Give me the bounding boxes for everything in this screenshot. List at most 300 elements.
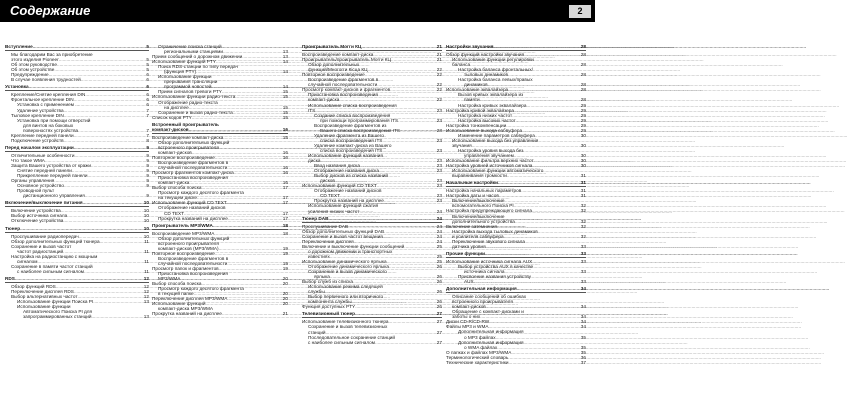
dot-leader — [532, 259, 580, 264]
dot-leader — [227, 200, 282, 205]
toc-entry-continuation: встроенного проигрывателя — [158, 144, 219, 150]
entry-title: звучания — [452, 142, 472, 148]
entry-title: функций/Многогги Кiсца КЦ — [308, 67, 368, 73]
entry-title: Просмотр компакт-дисков и фрагментов — [302, 87, 391, 93]
entry-title: Настройка выхода тыловых динамиков — [452, 228, 538, 234]
page-number: 23 — [436, 178, 442, 184]
entry-title: дополнительного устройства — [452, 218, 515, 224]
entry-title: Прием сообщений о дорожном движении — [152, 54, 243, 60]
entry-title: Воспроизведение фрагментов в — [158, 160, 229, 166]
dot-leader — [63, 218, 142, 223]
toc-section-heading — [152, 223, 288, 230]
entry-title: Настройка предупреждающего сигнала — [446, 208, 532, 214]
entry-title: Переключение дисплея RDS — [11, 289, 74, 295]
dot-leader — [375, 340, 436, 345]
entry-title: о дорожном движении и транспортных — [308, 248, 393, 254]
entry-title: Отличительные особенности — [11, 152, 75, 158]
entry-title: Настройка баланса левых/правых — [458, 77, 533, 83]
dot-leader — [485, 251, 580, 256]
entry-title: с наиболее сильным сигналом — [308, 339, 376, 345]
entry-title: Использование списка воспроизведения — [308, 102, 397, 108]
page-number: 24 — [436, 238, 442, 244]
toc-section-heading — [5, 84, 149, 91]
toc-entry — [152, 311, 288, 316]
entry-title: Функция доступных PTY — [302, 304, 356, 310]
section-title: Дополнительная информация — [446, 286, 517, 292]
entry-title: Выбор способа поиска — [152, 185, 202, 191]
entry-title: Включение затемнения — [446, 223, 498, 229]
page-number: 29 — [580, 127, 586, 133]
page-number: 34 — [580, 319, 586, 325]
entry-title: Удаление устройства — [17, 107, 64, 113]
page-number: 12 — [143, 275, 149, 281]
page-number: 9 — [146, 183, 149, 189]
entry-title: в текущей папке — [158, 291, 194, 297]
page-number: 11 — [144, 248, 149, 254]
page-number: 28 — [580, 72, 586, 78]
dot-leader — [83, 200, 143, 205]
dot-leader — [329, 216, 436, 221]
entry-title: Что такое WMA — [11, 157, 45, 163]
page-number: 13 — [282, 49, 288, 55]
page-number: 16 — [282, 170, 288, 176]
page-number: 32 — [580, 233, 586, 239]
toc-entry-continuation — [302, 340, 442, 345]
entry-title: Настройка даты и часов — [446, 193, 499, 199]
page-number: 16 — [282, 165, 288, 171]
entry-title: запрограммированных станций — [23, 314, 92, 320]
section-title: Прочие функции — [446, 250, 485, 256]
page-number: 22 — [436, 72, 442, 78]
entry-title: Использование выхода без управления — [452, 137, 539, 143]
page-number: 28 — [580, 52, 586, 58]
entry-title: Просмотр каждого десятого фрагмента — [158, 286, 244, 292]
header-bar — [0, 0, 595, 22]
page-number: 34 — [580, 304, 586, 310]
entry-title: усиления низких частот — [308, 208, 360, 214]
page-number: 21 — [436, 44, 442, 49]
page-number: 34 — [580, 324, 586, 330]
toc-entry — [302, 304, 442, 309]
dot-leader — [532, 208, 580, 213]
page-number: 7 — [146, 112, 149, 118]
entry-title: Настройка баланса фронтальных/ — [458, 67, 533, 73]
entry-title: Обзор дополнительных функций — [158, 235, 230, 241]
dot-leader — [20, 226, 143, 231]
entry-title: Защита Вашего устройства от кражи — [11, 162, 91, 168]
dot-leader — [355, 304, 436, 309]
page-number: 12 — [143, 283, 149, 289]
entry-title: Использование эквалайзера — [446, 87, 509, 93]
page-number: 25 — [436, 253, 442, 259]
entry-title: Выбор первичного или вторичного — [308, 294, 384, 300]
page-number: 23 — [436, 127, 442, 133]
entry-title: Использование функции Поиска PI — [17, 299, 94, 305]
section-title: Встроенный проигрыватель — [152, 121, 219, 127]
page-number: 20 — [282, 281, 288, 287]
page-number: 9 — [146, 168, 149, 174]
dot-leader — [535, 133, 580, 138]
toc-section-heading — [446, 180, 586, 187]
section-title: Телевизионный тюнер — [302, 311, 356, 317]
page-number: 23 — [436, 193, 442, 199]
entry-title: дистанционного управления — [23, 193, 85, 199]
entry-title: Мы благодарим Вас за приобретение — [11, 52, 93, 58]
page-number: 24 — [436, 228, 442, 234]
entry-title: Терминологический словарь — [446, 354, 509, 360]
entry-title: Выбор служб из списка — [302, 279, 354, 285]
entry-title: Настройка на радиостанцию с мощным — [11, 253, 98, 259]
page-number: 34 — [580, 286, 586, 292]
entry-title: Крепление/Снятие крепления DIN — [11, 92, 86, 98]
entry-title: Обзор дополнительных функций — [158, 139, 230, 145]
page-number: 19 — [282, 250, 288, 256]
dot-leader — [219, 266, 282, 271]
page-number: 6 — [146, 77, 149, 83]
page-number: 23 — [436, 168, 442, 174]
entry-title: Поиск RDS-станции по типу передач — [158, 64, 238, 70]
entry-title: компакт-диска — [158, 180, 190, 186]
page-number: 5 — [146, 67, 149, 73]
page-number: 22 — [436, 97, 442, 103]
page-number: 20 — [282, 301, 288, 307]
page-number: 15 — [282, 104, 288, 110]
page-number: 10 — [143, 225, 149, 231]
toc-section-heading — [5, 276, 149, 283]
dot-leader — [498, 180, 580, 185]
page-number: 6 — [146, 102, 149, 108]
entry-title: тыловых динамиков — [464, 72, 509, 78]
entry-title: с наиболее сильным сигналом — [17, 268, 85, 274]
page-number: 23 — [436, 158, 442, 164]
entry-title: частот радиостанций — [17, 248, 64, 254]
dot-leader — [189, 127, 282, 132]
page-number: 6 — [146, 72, 149, 78]
page-number: 27 — [436, 329, 442, 335]
entry-title: Подключение устройств — [11, 137, 64, 143]
toc-entry-continuation — [5, 314, 149, 319]
dot-leader — [486, 244, 580, 249]
entry-title: Использование функции радио-текста — [152, 94, 236, 100]
entry-title: Проигрыватель/проигрыватель Могги КЦ — [302, 57, 391, 63]
entry-title: Использование выхода сабвуфера — [446, 127, 523, 133]
entry-title: о MP3 файлах — [464, 334, 496, 340]
entry-title: о WMA файлах — [464, 344, 498, 350]
page-number: 13 — [282, 54, 288, 60]
dot-leader — [228, 216, 282, 221]
entry-title: Об этом руководстве — [11, 62, 57, 68]
page-number: 20 — [282, 276, 288, 282]
entry-title: заботы о них — [452, 314, 481, 320]
page-number: 15 — [282, 109, 288, 115]
page-number: 25 — [436, 243, 442, 249]
page-number: 6 — [146, 92, 149, 98]
entry-title: Прием сигналов тревоги PTY — [158, 89, 222, 95]
section-title: Перед началом эксплуатации — [5, 144, 74, 150]
dot-leader — [509, 360, 580, 365]
entry-title: Сохранение и вызов телевизионных — [308, 324, 388, 330]
entry-title: дисков — [320, 178, 335, 184]
page-number: 9 — [146, 178, 149, 184]
dot-leader — [92, 314, 143, 319]
page-number: 23 — [436, 163, 442, 169]
page-number: 32 — [580, 218, 586, 224]
page-number: 22 — [436, 87, 442, 93]
toc-column-1 — [5, 44, 149, 319]
entry-title: В случае появления трудностей — [11, 77, 81, 83]
toc-entry-continuation — [446, 244, 586, 249]
page-number: 26 — [436, 274, 442, 280]
page-number: 35 — [580, 349, 586, 355]
page-number: 35 — [580, 334, 586, 340]
entry-title: Настройка высоких частот — [458, 117, 516, 123]
entry-title: памяти — [464, 97, 480, 103]
toc-entry-continuation — [5, 269, 149, 274]
entry-title: Удаление компакт-диска из Вашего — [314, 142, 392, 148]
page-number: 15 — [282, 89, 288, 95]
toc-entry-continuation: для винтов на боковых — [23, 122, 74, 128]
entry-title: Воспроизведение компакт-диска — [302, 52, 374, 58]
page-number: 9 — [146, 193, 149, 199]
page-number: 19 — [282, 245, 288, 251]
entry-title: Использование телевизионного тюнера — [302, 319, 389, 325]
entry-title: Отключение устройства — [11, 218, 64, 224]
page-number: 19 — [282, 260, 288, 266]
page-number: 14 — [282, 69, 288, 75]
entry-title: Прокрутка названий на дисплее — [152, 311, 222, 317]
page-number: 31 — [580, 188, 586, 194]
page-number: 5 — [146, 57, 149, 63]
page-number: 30 — [580, 132, 586, 138]
page-number: 17 — [282, 200, 288, 206]
entry-title: Диски CD-R/CD-RW — [446, 319, 490, 325]
entry-title: Включение устройства — [11, 208, 61, 214]
entry-title: Установка при помощи отверстий — [17, 117, 91, 123]
page-number: 9 — [146, 157, 149, 163]
entry-title: Приостановка воспроизведения — [158, 271, 228, 277]
entry-title: Использование функции — [158, 74, 212, 80]
toc-entry — [446, 360, 586, 365]
dot-leader — [494, 44, 580, 49]
page-number: 19 — [282, 265, 288, 271]
dot-leader — [29, 84, 146, 89]
entry-title: Создание списка воспроизведения — [314, 112, 391, 118]
entry-title: Настройка тонкомпенсации — [446, 122, 507, 128]
dot-leader — [192, 115, 282, 120]
page-number: 26 — [436, 263, 442, 269]
entry-title: компакт-дисков — [452, 304, 486, 310]
page-number: 23 — [436, 183, 442, 189]
toc-section-heading — [152, 127, 288, 134]
entry-title: Выбор дисков из списка названий — [314, 173, 389, 179]
toc-entry — [5, 218, 149, 223]
entry-title: известиях — [308, 253, 330, 259]
dot-leader — [517, 286, 580, 291]
entry-title: на текущем диске — [158, 195, 197, 201]
page-number: 7 — [146, 107, 149, 113]
toc-section-heading — [446, 251, 586, 258]
entry-title: вспомогательного Поиска PI — [452, 203, 514, 209]
page-number: 22 — [436, 67, 442, 73]
entry-title: Технические характеристики — [446, 359, 509, 365]
entry-title: Файлы MP3 и WMA — [446, 324, 489, 330]
page-number: 17 — [282, 210, 288, 216]
entry-title: Переключение дисплея MP3/WMA — [152, 296, 228, 302]
page-number: 34 — [580, 314, 586, 320]
toc-entry-continuation: Автоматического Поиска PI для — [23, 309, 93, 315]
entry-title: Об этом устройстве — [11, 67, 55, 73]
dot-leader — [100, 239, 144, 244]
entry-title: Проводной пульт — [17, 188, 55, 194]
page-number: 22 — [436, 82, 442, 88]
toc-column-4 — [446, 44, 586, 365]
entry-title: компонента службы — [308, 299, 352, 305]
entry-title: компакт-дисков (MP3/WMA) — [158, 245, 219, 251]
entry-title: Воспроизведение фрагментов в — [308, 77, 379, 83]
entry-title: Настройка уровня выхода без — [458, 147, 524, 153]
dot-leader — [64, 183, 145, 188]
page-number: 23 — [436, 198, 442, 204]
entry-title: Использование функции регулировки — [452, 57, 534, 63]
page-number: 24 — [436, 223, 442, 229]
page-number: 11 — [144, 268, 149, 274]
entry-title: MP3/WMA — [158, 276, 181, 282]
page-number: 20 — [282, 291, 288, 297]
dot-leader — [234, 170, 282, 175]
page-number: 10 — [143, 218, 149, 224]
entry-title: выравнивания громкости — [452, 173, 507, 179]
page-title: Содержание — [10, 3, 91, 18]
dot-leader — [359, 209, 435, 214]
entry-title: Крепление передней панели — [11, 132, 74, 138]
dot-leader — [361, 44, 435, 49]
entry-title: региональными станциями — [164, 49, 223, 55]
entry-title: списка воспроизведения ITS — [320, 137, 383, 143]
entry-title: диска — [308, 158, 321, 164]
page-number: 13 — [143, 314, 149, 320]
dot-leader — [398, 118, 436, 123]
page-number: 26 — [436, 289, 442, 295]
entry-title: Переключение звукового сигнала — [452, 238, 525, 244]
entry-title: Использование фильтра верхних частот — [446, 158, 534, 164]
entry-title: Отображение названий дисков — [314, 188, 382, 194]
entry-title: Дополнительная информация — [458, 329, 524, 335]
toc-section-heading — [5, 200, 149, 207]
entry-title: динамиков — [464, 82, 488, 88]
page-number: 31 — [580, 193, 586, 199]
entry-title: Вызов кривых эквалайзера из — [458, 92, 524, 98]
toc-entry — [5, 77, 149, 82]
page-number: 6 — [146, 97, 149, 103]
entry-title: Сохранение и вызов радио-текста — [158, 109, 233, 115]
dot-leader — [355, 311, 436, 316]
page-number: 18 — [282, 230, 288, 236]
entry-title: Список кодов PTY — [152, 114, 192, 120]
toc-section-heading — [5, 226, 149, 233]
page-number: 17 — [282, 195, 288, 201]
toc-entry — [5, 138, 149, 143]
page-number: 16 — [282, 154, 288, 160]
page-number: 20 — [282, 296, 288, 302]
entry-title: Просмотр папок и фрагментов — [152, 265, 219, 271]
page-number: 9 — [146, 173, 149, 179]
section-title: Тюнер — [5, 225, 21, 231]
entry-title: Дополнительная информация — [458, 339, 524, 345]
entry-title: CD TEXT — [320, 193, 340, 199]
page-number: 21 — [436, 52, 442, 58]
entry-title: Ввод названия диска — [314, 163, 360, 169]
entry-title: Использование функций PTY — [152, 59, 216, 65]
entry-title: Обращение с компакт-дисками и — [452, 309, 524, 315]
page-number: 35 — [580, 344, 586, 350]
entry-title: Прокрутка названий на дисплее — [158, 215, 228, 221]
dot-leader — [84, 269, 143, 274]
page-number: 26 — [436, 279, 442, 285]
page-number: 16 — [282, 149, 288, 155]
page-number: 33 — [580, 258, 586, 264]
page-number: 11 — [144, 238, 149, 244]
section-title: Вступление — [5, 44, 33, 49]
dot-leader — [85, 193, 146, 198]
entry-title: Использование динамического ярлыка — [302, 258, 387, 264]
entry-title: Установка с применением ... — [17, 102, 80, 108]
dot-leader — [474, 279, 580, 284]
page-number: 30 — [580, 142, 586, 148]
page-number: 14 — [282, 59, 288, 65]
entry-title: и усилителя сабвуфера — [452, 233, 504, 239]
toc-column-2 — [152, 44, 288, 316]
entry-title: случайной последовательности — [158, 260, 228, 266]
entry-title: программой новостей — [164, 84, 212, 90]
page-number: 28 — [580, 82, 586, 88]
toc-entry-continuation — [446, 279, 586, 284]
toc-column-3 — [302, 44, 442, 345]
entry-title: Прослушивание DAB — [302, 223, 349, 229]
page-number: 33 — [580, 243, 586, 249]
entry-title: источника сигнала — [464, 268, 505, 274]
page-number: 24 — [436, 208, 442, 214]
page-number: 9 — [146, 162, 149, 168]
page-number: 23 — [436, 107, 442, 113]
entry-title: CD TEXT — [164, 210, 184, 216]
toc-section-heading — [302, 44, 442, 51]
toc-section-heading — [5, 44, 149, 51]
entry-title: Сохранение в памяти частот станций — [11, 263, 93, 269]
entry-title: Использование источника сигнала AUX — [446, 258, 533, 264]
entry-title: списка воспроизведения ITS — [320, 147, 383, 153]
page-number: 32 — [580, 223, 586, 229]
entry-title: Последовательное сохранение станций — [308, 334, 396, 340]
section-title: Настройки звучания — [446, 44, 494, 49]
dot-leader — [15, 276, 143, 281]
entry-title: Ограничение поиска станций — [158, 44, 222, 49]
page-number: 15 — [282, 94, 288, 100]
entry-title: Предупреждение — [11, 72, 49, 78]
entry-title: О папках и файлах MP3/WMA — [446, 349, 512, 355]
entry-title: Воспроизведение фрагментов из — [314, 122, 387, 128]
dot-leader — [33, 44, 146, 49]
page-number: 29 — [580, 102, 586, 108]
entry-title: Воспроизведение фрагментов в — [158, 255, 229, 261]
entry-title: Изменение параметров сабвуфера — [458, 132, 535, 138]
entry-title: AUX — [464, 279, 474, 285]
page-number: 6 — [146, 84, 149, 90]
entry-title: станций — [308, 329, 326, 335]
page-number: 14 — [282, 84, 288, 90]
page-number: 29 — [580, 112, 586, 118]
page-number: 27 — [436, 339, 442, 345]
page-number: 24 — [436, 215, 442, 221]
